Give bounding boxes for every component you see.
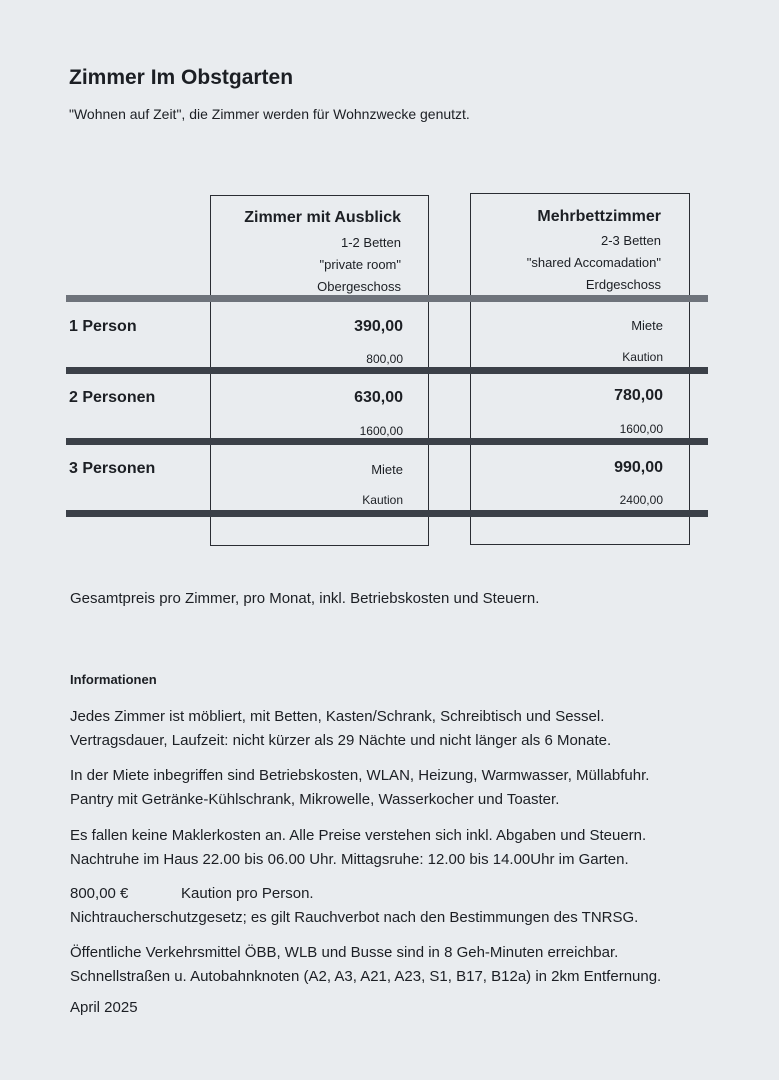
info-line: Jedes Zimmer ist möbliert, mit Betten, Kasten/Schrank, Schreibtisch und Sessel.: [70, 708, 605, 725]
price-summary: Gesamtpreis pro Zimmer, pro Monat, inkl. Betriebskosten und Steuern.: [70, 590, 540, 607]
page-title: Zimmer Im Obstgarten: [69, 66, 294, 89]
info-line: Schnellstraßen u. Autobahnknoten (A2, A3, A21, A23, S1, B17, B12a) in 2km Entfernung.: [70, 968, 662, 985]
column-header-b-beds: 2-3 Betten: [601, 233, 661, 248]
deposit-b-3: 2400,00: [619, 493, 663, 507]
info-line: Nachtruhe im Haus 22.00 bis 06.00 Uhr. Mittagsruhe: 12.00 bis 14.00Uhr im Garten.: [70, 851, 629, 868]
row-label-2-personen: 2 Personen: [69, 389, 156, 406]
info-line: Vertragsdauer, Laufzeit: nicht kürzer als 29 Nächte und nicht länger als 6 Monate.: [70, 732, 612, 749]
document-date: April 2025: [70, 999, 138, 1016]
info-paragraph-deposit: [70, 882, 638, 930]
price-a-1: 390,00: [354, 318, 403, 335]
price-b-3: 990,00: [614, 459, 663, 476]
deposit-b-2: 1600,00: [619, 422, 663, 436]
table-divider: [66, 438, 708, 445]
table-divider: [66, 367, 708, 374]
deposit-amount: 800,00 €: [70, 885, 129, 902]
subtitle: "Wohnen auf Zeit", die Zimmer werden für Wohnzwecke genutzt.: [69, 106, 470, 122]
info-line: Öffentliche Verkehrsmittel ÖBB, WLB und Busse sind in 8 Geh-Minuten erreichbar.: [70, 944, 619, 961]
deposit-a-3: Kaution: [362, 493, 403, 507]
row-label-1-person: 1 Person: [69, 318, 137, 335]
column-header-b-type: "shared Accomadation": [526, 255, 661, 270]
table-divider: [66, 295, 708, 302]
price-b-1: Miete: [631, 318, 663, 333]
price-a-3: Miete: [371, 462, 403, 477]
column-header-a-name: Zimmer mit Ausblick: [244, 209, 401, 226]
deposit-b-1: Kaution: [622, 350, 663, 364]
info-line: Pantry mit Getränke-Kühlschrank, Mikrowelle, Wasserkocher und Toaster.: [70, 791, 560, 808]
price-b-2: 780,00: [614, 387, 663, 404]
info-line: Es fallen keine Maklerkosten an. Alle Preise verstehen sich inkl. Abgaben und Steuern.: [70, 827, 647, 844]
info-line: In der Miete inbegriffen sind Betriebskosten, WLAN, Heizung, Warmwasser, Müllabfuhr.: [70, 767, 650, 784]
info-paragraph-fees: [70, 824, 646, 872]
price-a-2: 630,00: [354, 389, 403, 406]
info-line: Nichtraucherschutzgesetz; es gilt Rauchverbot nach den Bestimmungen des TNRSG.: [70, 909, 639, 926]
column-header-b-name: Mehrbettzimmer: [537, 208, 661, 225]
deposit-line: [70, 882, 638, 906]
deposit-a-2: 1600,00: [359, 424, 403, 438]
row-label-3-personen: 3 Personen: [69, 460, 156, 477]
column-header-a-type: "private room": [319, 257, 401, 272]
info-paragraph-furniture: [70, 705, 611, 753]
column-header-a-floor: Obergeschoss: [317, 279, 401, 294]
info-heading: Informationen: [70, 672, 157, 687]
column-header-b-floor: Erdgeschoss: [585, 277, 661, 292]
column-header-a-beds: 1-2 Betten: [341, 235, 401, 250]
deposit-label: Kaution pro Person.: [181, 885, 314, 902]
info-paragraph-inclusions: [70, 764, 649, 812]
deposit-a-1: 800,00: [366, 352, 403, 366]
info-paragraph-transport: [70, 941, 661, 989]
table-divider: [66, 510, 708, 517]
